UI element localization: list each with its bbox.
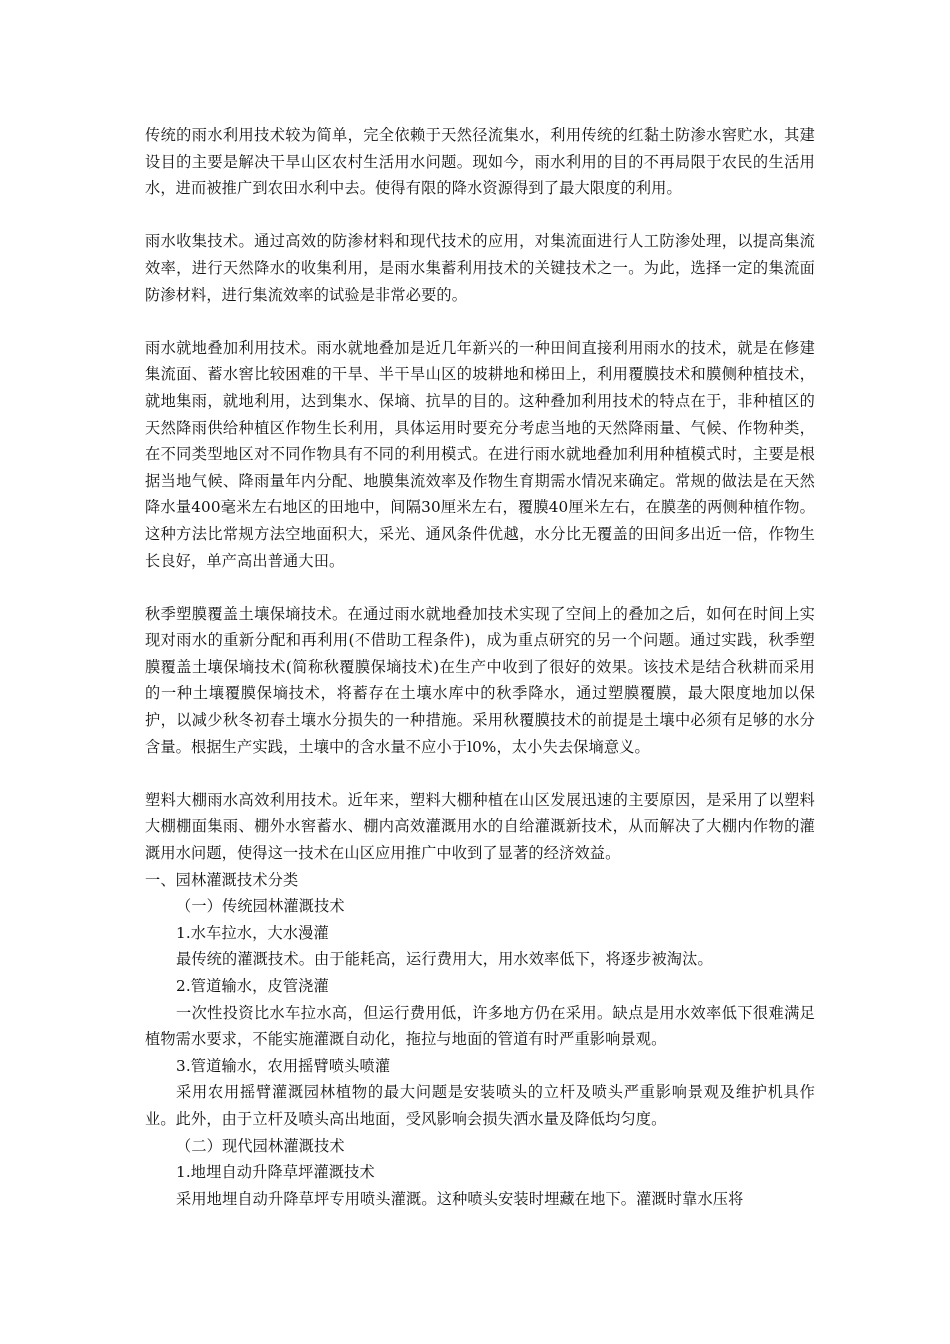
document-page bbox=[145, 122, 815, 1212]
item-body: 采用地埋自动升降草坪专用喷头灌溉。这种喷头安装时埋藏在地下。灌溉时靠水压将 bbox=[176, 1189, 744, 1208]
paragraph-traditional-rainwater: 传统的雨水利用技术较为简单，完全依赖于天然径流集水，利用传统的红黏土防渗水窖贮水，其建设目的主要是解决干旱山区农村生活用水问题。现如今，雨水利用的目的不再局限于农民的生活用水，进而被推广到农田水利中去。使得有限的降水资源得到了最大限度的利用。 bbox=[145, 126, 815, 198]
section-heading: 一、园林灌溉技术分类 bbox=[145, 870, 299, 889]
item-body: 一次性投资比水车拉水高，但运行费用低，许多地方仍在采用。缺点是用水效率低下很难满足植物需水要求，不能实施灌溉自动化，拖拉与地面的管道有时严重影响景观。 bbox=[145, 1003, 815, 1049]
paragraph-gap bbox=[145, 308, 815, 335]
item-body: 最传统的灌溉技术。由于能耗高，运行费用大，用水效率低下，将逐步被淘汰。 bbox=[176, 950, 713, 969]
item-title: 1.水车拉水，大水漫灌 bbox=[176, 923, 329, 942]
item-title: 1.地埋自动升降草坪灌溉技术 bbox=[176, 1163, 375, 1182]
item-title: 3.管道输水，农用摇臂喷头喷灌 bbox=[176, 1056, 391, 1075]
paragraph-autumn-film: 秋季塑膜覆盖土壤保墒技术。在通过雨水就地叠加技术实现了空间上的叠加之后，如何在时间上实现对雨水的重新分配和再利用(不借助工程条件)，成为重点研究的另一个问题。通过实践，秋季塑膜覆盖土壤保墒技术(简称秋覆膜保墒技术)在生产中收到了很好的效果。该技术是结合秋耕而采用的一种土壤覆膜保墒技术，将蓄存在土壤水库中的秋季降水，通过塑膜覆膜，最大限度地加以保护，以减少秋冬初春土壤水分损失的一种措施。采用秋覆膜技术的前提是土壤中必须有足够的水分含量。根据生产实践，土壤中的含水量不应小于l0%，太小失去保墒意义。 bbox=[145, 604, 815, 756]
paragraph-gap bbox=[145, 760, 815, 787]
paragraph-gap bbox=[145, 202, 815, 229]
item-title: 2.管道输水，皮管浇灌 bbox=[176, 977, 329, 995]
paragraph-gap bbox=[145, 574, 815, 601]
item-body: 采用农用摇臂灌溉园林植物的最大问题是安装喷头的立杆及喷头严重影响景观及维护机具作业。此外，由于立杆及喷头高出地面，受风影响会损失洒水量及降低均匀度。 bbox=[145, 1083, 815, 1128]
paragraph-greenhouse: 塑料大棚雨水高效利用技术。近年来，塑料大棚种植在山区发展迅速的主要原因，是采用了以塑料大棚棚面集雨、棚外水窖蓄水、棚内高效灌溉用水的自给灌溉新技术，从而解决了大棚内作物的灌溉用水问题，使得这一技术在山区应用推广中收到了显著的经济效益。 bbox=[145, 790, 815, 863]
subsection-heading-modern: （二）现代园林灌溉技术 bbox=[176, 1136, 345, 1155]
paragraph-rainwater-collection: 雨水收集技术。通过高效的防渗材料和现代技术的应用，对集流面进行人工防渗处理，以提高集流效率，进行天然降水的收集利用，是雨水集蓄利用技术的关键技术之一。为此，选择一定的集流面防渗材料，进行集流效率的试验是非常必要的。 bbox=[145, 232, 815, 304]
subsection-heading-traditional: （一）传统园林灌溉技术 bbox=[176, 897, 345, 916]
paragraph-rainwater-overlay: 雨水就地叠加利用技术。雨水就地叠加是近几年新兴的一种田间直接利用雨水的技术，就是在修建集流面、蓄水窖比较困难的干旱、半干旱山区的坡耕地和梯田上，利用覆膜技术和膜侧种植技术，就地集雨，就地利用，达到集水、保墒、抗旱的目的。这种叠加利用技术的特点在于，非种植区的天然降雨供给种植区作物生长利用，具体运用时要充分考虑当地的天然降雨量、气候、作物种类，在不同类型地区对不同作物具有不同的利用模式。在进行雨水就地叠加利用种植模式时，主要是根据当地气候、降雨量年内分配、地膜集流效率及作物生育期需水情况来确定。常规的做法是在天然降水量400毫米左右地区的田地中，间隔30厘米左右，覆膜40厘米左右，在膜垄的两侧种植作物。这种方法比常规方法空地面积大，采光、通风条件优越，水分比无覆盖的田间多出近一倍，作物生长良好，单产高出普通大田。 bbox=[145, 338, 815, 570]
